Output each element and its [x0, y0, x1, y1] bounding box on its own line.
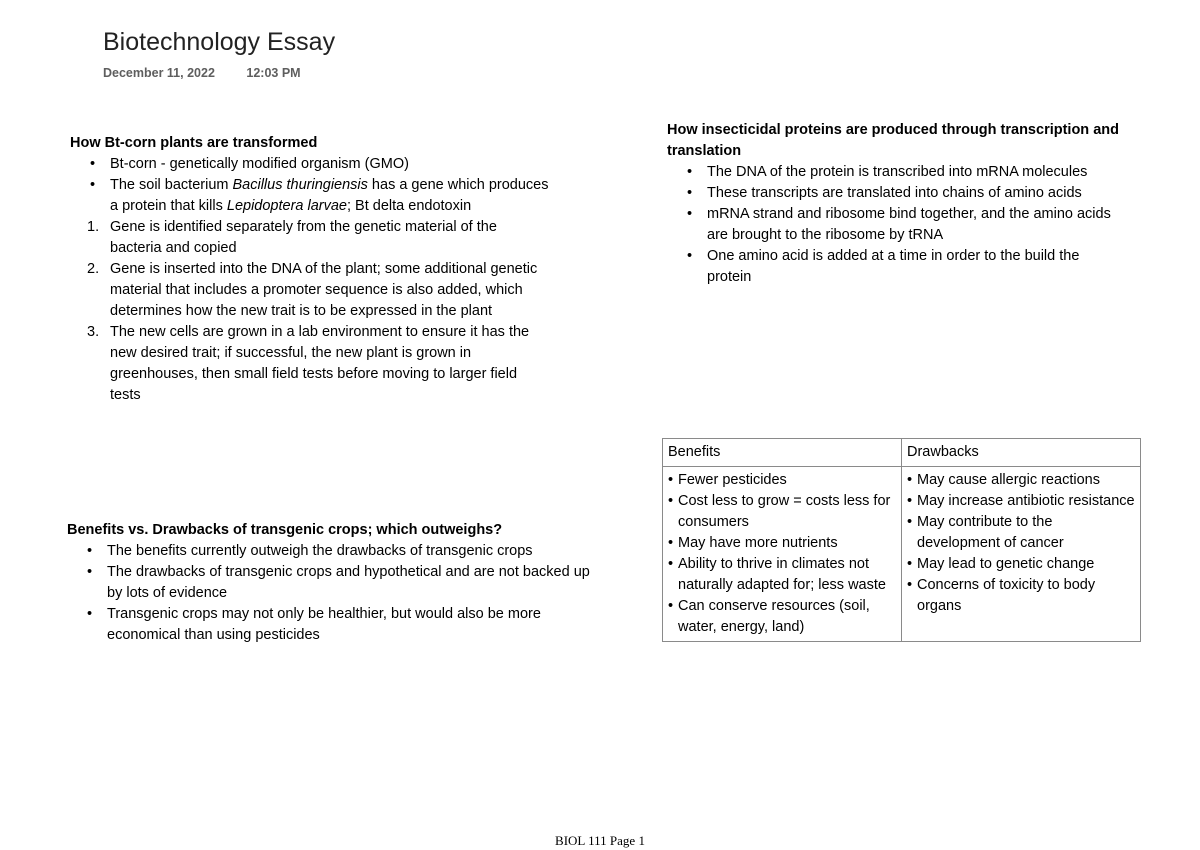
transform-section — [70, 133, 550, 406]
list-item: • Concerns of toxicity to body organs — [907, 575, 1135, 617]
transform-heading: How Bt-corn plants are transformed — [70, 135, 318, 151]
list-item: • May increase antibiotic resistance — [907, 491, 1135, 512]
table-header-benefits: Benefits — [663, 439, 902, 467]
table-header-row — [663, 439, 1141, 467]
page-title: Biotechnology Essay — [103, 28, 336, 56]
step-text: The new cells are grown in a lab environment to ensure it has the new desired trait; if successful, the new plant is grown in greenhouses, then small field tests before moving to larger field tests — [110, 324, 530, 403]
list-item — [70, 259, 550, 322]
transform-bullet-list — [70, 154, 550, 217]
page-date: December 11, 2022 — [103, 66, 215, 80]
step-number: 1. — [87, 219, 100, 235]
list-item: • May cause allergic reactions — [907, 470, 1135, 491]
drawbacks-cell-list — [907, 470, 1135, 617]
page-footer: BIOL 111 Page 1 — [555, 833, 645, 848]
italic-term: Bacillus thuringiensis — [232, 177, 368, 193]
list-item: • Bt-corn - genetically modified organism (GMO) — [70, 154, 550, 175]
proteins-section — [667, 120, 1127, 288]
page-time: 12:03 PM — [246, 66, 301, 80]
list-item: • mRNA strand and ribosome bind together, and the amino acids are brought to the ribosome by tRNA — [667, 204, 1127, 246]
table-row — [663, 467, 1141, 642]
list-item: • One amino acid is added at a time in order to the build the protein — [667, 246, 1127, 288]
text-run: ; Bt delta endotoxin — [347, 198, 472, 214]
table-header-drawbacks: Drawbacks — [902, 439, 1141, 467]
list-item: • The drawbacks of transgenic crops and hypothetical and are not backed up by lots of evidence — [67, 562, 607, 604]
list-item — [70, 217, 550, 259]
list-item: • Fewer pesticides — [668, 470, 896, 491]
benefits-bullet-list — [67, 541, 607, 646]
italic-term: Lepidoptera larvae — [226, 198, 347, 214]
benefits-section — [67, 520, 607, 646]
step-number: 3. — [87, 324, 100, 340]
list-item: • Transgenic crops may not only be healthier, but would also be more economical than using pesticides — [67, 604, 607, 646]
list-item: • Can conserve resources (soil, water, energy, land) — [668, 596, 896, 638]
proteins-heading: How insecticidal proteins are produced through transcription and translation — [667, 122, 1119, 159]
list-item: • Ability to thrive in climates not naturally adapted for; less waste — [668, 554, 896, 596]
text-run: The soil bacterium — [110, 177, 233, 193]
drawbacks-cell — [902, 467, 1141, 642]
benefits-drawbacks-table — [662, 438, 1141, 642]
text-run: has a gene which produces a protein that kills — [110, 177, 549, 214]
list-item: • These transcripts are translated into chains of amino acids — [667, 183, 1127, 204]
benefits-cell — [663, 467, 902, 642]
list-item: • May lead to genetic change — [907, 554, 1135, 575]
list-item — [70, 175, 550, 217]
list-item: • The benefits currently outweigh the drawbacks of transgenic crops — [67, 541, 607, 562]
benefits-cell-list — [668, 470, 896, 638]
step-text: Gene is inserted into the DNA of the plant; some additional genetic material that includes a promoter sequence is also added, which determines how the new trait is to be expressed in the plant — [110, 261, 538, 319]
list-item — [70, 322, 550, 406]
list-item: • May have more nutrients — [668, 533, 896, 554]
list-item: • Cost less to grow = costs less for consumers — [668, 491, 896, 533]
page-timestamp — [103, 66, 301, 80]
list-item: • May contribute to the development of cancer — [907, 512, 1135, 554]
transform-steps-list — [70, 217, 550, 406]
step-number: 2. — [87, 261, 100, 277]
step-text: Gene is identified separately from the genetic material of the bacteria and copied — [110, 219, 497, 256]
proteins-bullet-list — [667, 162, 1127, 288]
benefits-heading: Benefits vs. Drawbacks of transgenic crops; which outweighs? — [67, 522, 503, 538]
list-item: • The DNA of the protein is transcribed into mRNA molecules — [667, 162, 1127, 183]
